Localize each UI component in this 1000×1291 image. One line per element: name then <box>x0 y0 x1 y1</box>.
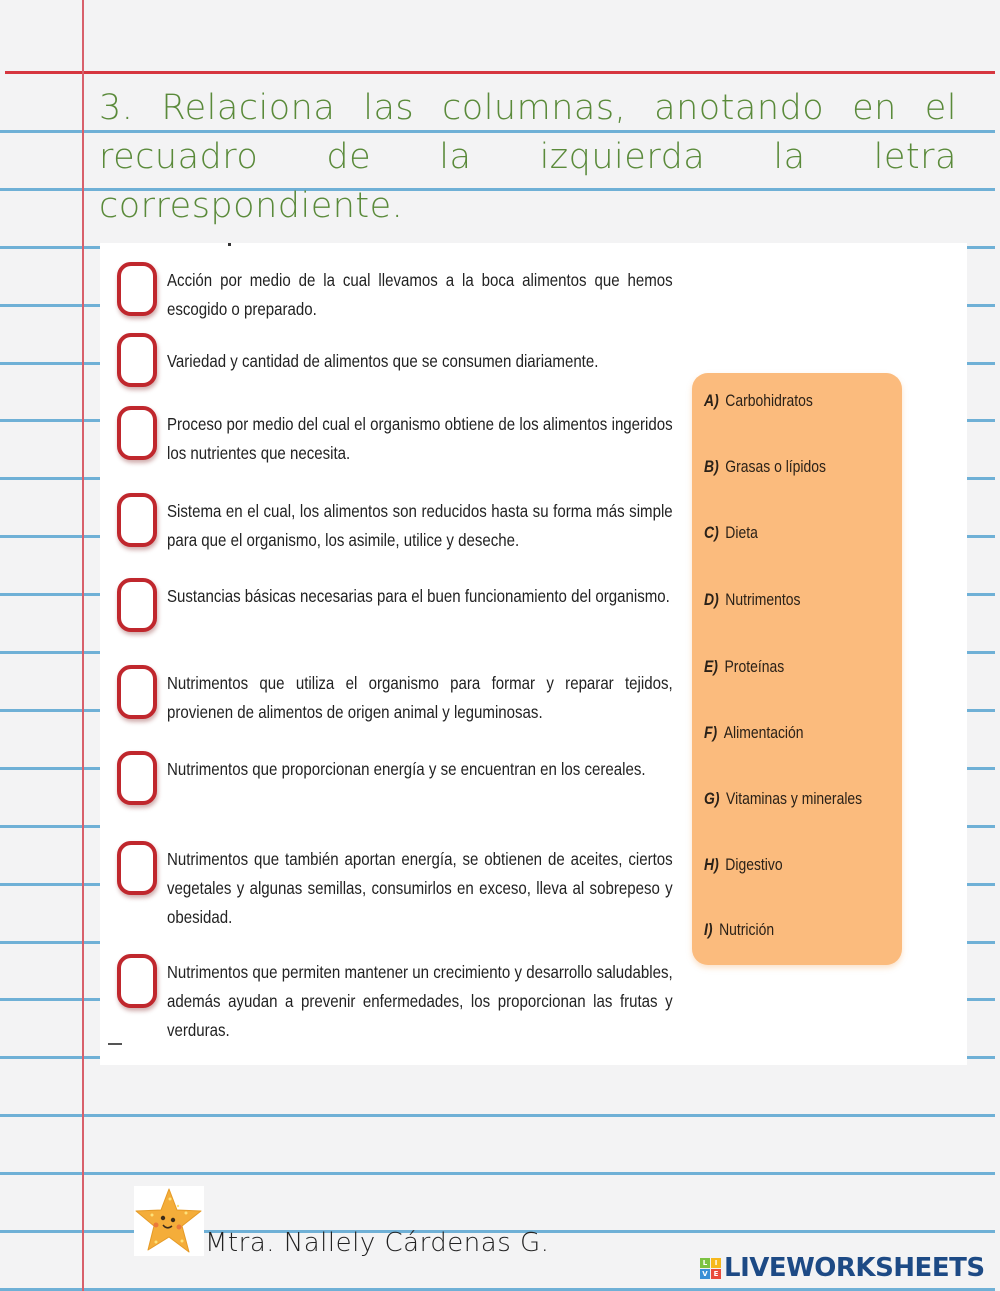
stray-mark <box>228 243 231 246</box>
item-description: Nutrimentos que proporcionan energía y se encuentran en los cereales. <box>167 759 646 779</box>
option-a: A) Carbohidratos <box>704 391 813 410</box>
option-g: G) Vitaminas y minerales <box>704 789 863 808</box>
answer-box[interactable] <box>117 751 157 805</box>
answer-box[interactable] <box>117 954 157 1008</box>
exercise-instruction: 3. Relaciona las columnas, anotando en el recuadro de la izquierda la letra correspondiente. <box>99 88 957 226</box>
answer-box[interactable] <box>117 665 157 719</box>
liveworksheets-brand[interactable] <box>700 1253 985 1283</box>
option-h: H) Digestivo <box>704 855 783 874</box>
item-description: Sustancias básicas necesarias para el buen funcionamiento del organismo. <box>167 586 670 606</box>
smiling-star-icon <box>134 1186 204 1256</box>
option-e: E) Proteínas <box>704 657 785 676</box>
option-i: I) Nutrición <box>704 920 775 939</box>
brand-name: LIVEWORKSHEETS <box>724 1253 985 1283</box>
option-c: C) Dieta <box>704 523 758 542</box>
item-description: Nutrimentos que utiliza el organismo para formar y reparar tejidos, provienen de alimentos de origen animal y leguminosas. <box>167 673 673 722</box>
answer-box[interactable] <box>117 333 157 387</box>
item-description: Nutrimentos que permiten mantener un crecimiento y desarrollo saludables, además ayudan a prevenir enfermedades, los proporcionan las frutas y verduras. <box>167 962 673 1040</box>
option-d: D) Nutrimentos <box>704 590 801 609</box>
answer-box[interactable] <box>117 406 157 460</box>
teacher-signature: Mtra. Nallely Cárdenas G. <box>205 1228 550 1258</box>
item-description: Acción por medio de la cual llevamos a la boca alimentos que hemos escogido o preparado. <box>167 270 673 319</box>
option-f: F) Alimentación <box>704 723 804 742</box>
options-panel <box>692 373 902 965</box>
answer-box[interactable] <box>117 262 157 316</box>
item-description: Nutrimentos que también aportan energía, se obtienen de aceites, ciertos vegetales y algunas semillas, consumirlos en exceso, lleva al sobrepeso y obesidad. <box>167 849 673 927</box>
item-description: Proceso por medio del cual el organismo obtiene de los alimentos ingeridos los nutrientes que necesita. <box>167 414 673 463</box>
worksheet-panel <box>100 243 967 1065</box>
stray-dash <box>108 1043 122 1045</box>
answer-box[interactable] <box>117 841 157 895</box>
item-description: Variedad y cantidad de alimentos que se consumen diariamente. <box>167 351 599 371</box>
item-description: Sistema en el cual, los alimentos son reducidos hasta su forma más simple para que el organismo, los asimile, utilice y deseche. <box>167 501 673 550</box>
answer-box[interactable] <box>117 578 157 632</box>
left-margin-line <box>82 0 84 1291</box>
ruled-line <box>0 1172 995 1175</box>
liveworksheets-logo-icon: L I V E <box>700 1258 721 1279</box>
ruled-line <box>0 1114 995 1117</box>
top-margin-line <box>5 71 995 74</box>
answer-box[interactable] <box>117 493 157 547</box>
option-b: B) Grasas o lípidos <box>704 457 827 476</box>
